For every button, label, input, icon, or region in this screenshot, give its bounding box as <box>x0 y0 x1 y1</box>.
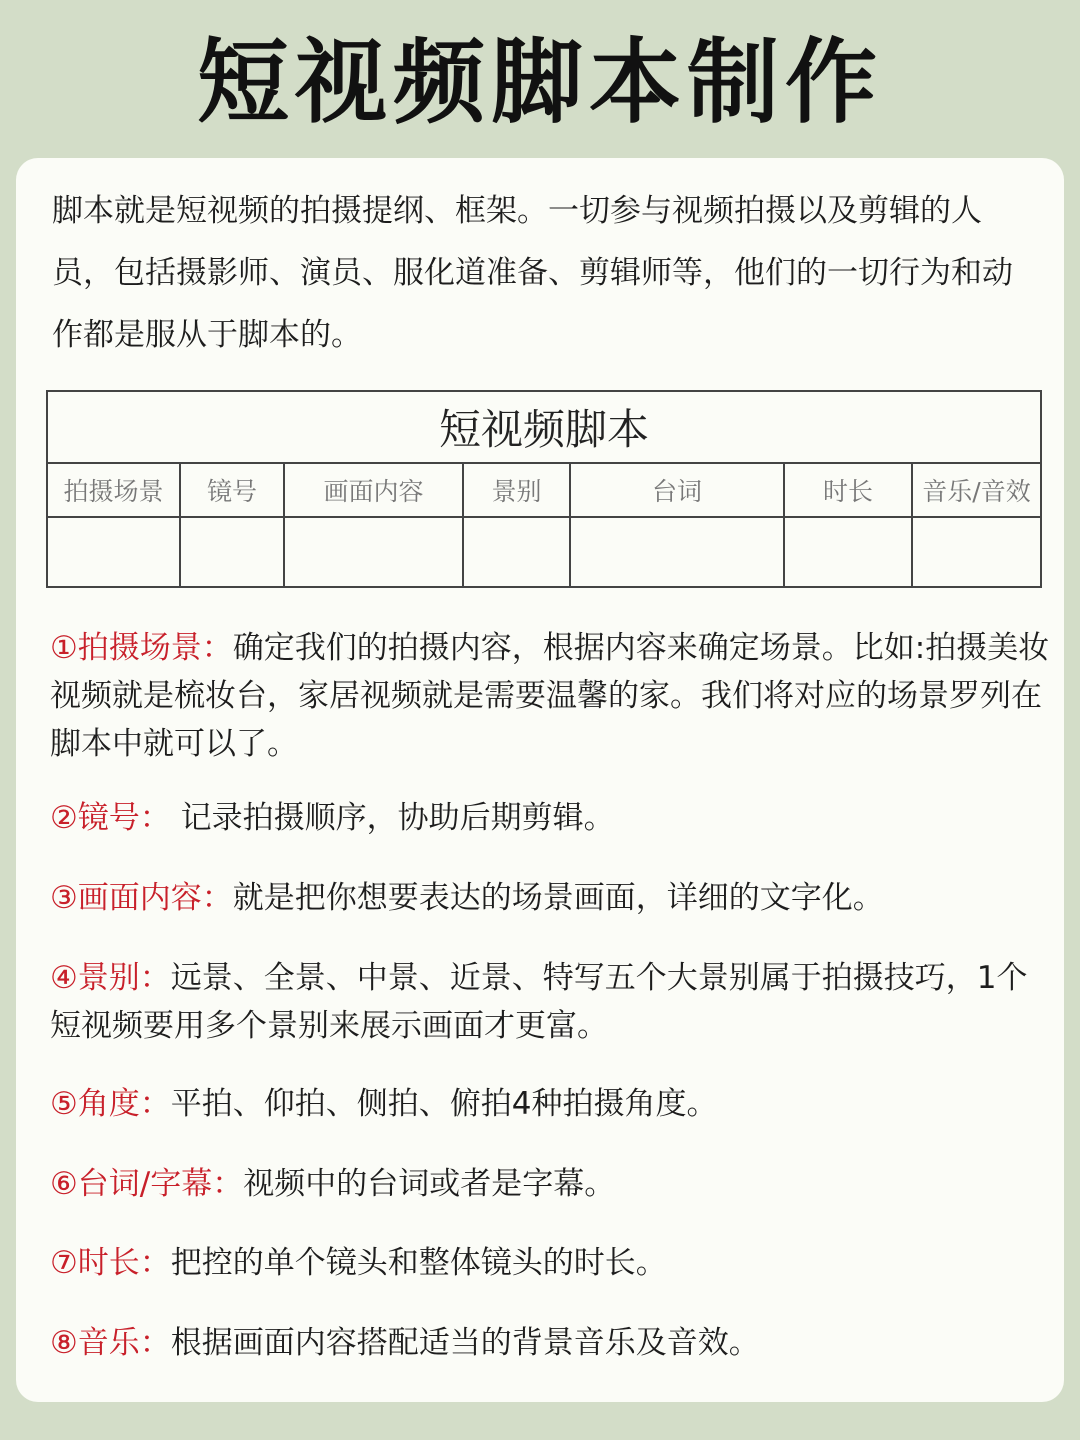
list-item-frame-content <box>50 874 1050 922</box>
header-music: 音乐/音效 <box>912 463 1041 517</box>
item-label: ⑦时长： <box>50 1245 171 1281</box>
item-text: 平拍、仰拍、侧拍、俯拍4种拍摄角度。 <box>170 1086 718 1122</box>
intro-paragraph: 脚本就是短视频的拍摄提纲、框架。一切参与视频拍摄以及剪辑的人员，包括摄影师、演员、服化道准备、剪辑师等，他们的一切行为和动作都是服从于脚本的。 <box>52 193 1013 353</box>
table-cell <box>784 517 912 587</box>
header-scene: 拍摄场景 <box>47 463 180 517</box>
header-frame-content: 画面内容 <box>284 463 463 517</box>
item-label: ④景别： <box>50 960 171 996</box>
header-lines: 台词 <box>570 463 784 517</box>
item-text: 记录拍摄顺序，协助后期剪辑。 <box>170 800 615 836</box>
page-title: 短视频脚本制作 <box>196 29 883 136</box>
item-label: ⑥台词/字幕： <box>50 1166 244 1202</box>
table-cell <box>912 517 1041 587</box>
item-text: 就是把你想要表达的场景画面，详细的文字化。 <box>232 880 884 916</box>
list-item-shot-number <box>50 794 1050 842</box>
script-table <box>46 390 1042 588</box>
item-text: 视频中的台词或者是字幕。 <box>243 1166 616 1202</box>
table-cell <box>463 517 570 587</box>
header-shot-scale: 景别 <box>463 463 570 517</box>
table-cell <box>570 517 784 587</box>
list-item-duration <box>50 1239 1050 1287</box>
content-card <box>16 158 1064 1402</box>
table-cell <box>180 517 284 587</box>
item-label: ③画面内容： <box>50 880 233 916</box>
list-item-scene <box>50 624 1050 768</box>
table-cell <box>47 517 180 587</box>
list-item-music <box>50 1319 1050 1367</box>
list-item-shot-scale <box>50 954 1050 1050</box>
item-label: ②镜号： <box>50 800 171 836</box>
list-item-angle <box>50 1080 1050 1128</box>
item-text: 远景、全景、中景、近景、特写五个大景别属于拍摄技巧，1个短视频要用多个景别来展示画面才更富。 <box>50 960 1028 1044</box>
item-label: ⑤角度： <box>50 1086 171 1122</box>
table-header-row <box>47 463 1041 517</box>
item-text: 根据画面内容搭配适当的背景音乐及音效。 <box>170 1325 760 1361</box>
item-label: ①拍摄场景： <box>50 630 233 666</box>
item-text: 把控的单个镜头和整体镜头的时长。 <box>170 1245 667 1281</box>
list-item-lines <box>50 1160 1050 1208</box>
header-duration: 时长 <box>784 463 912 517</box>
table-title: 短视频脚本 <box>47 391 1041 463</box>
table-empty-row <box>47 517 1041 587</box>
item-text: 确定我们的拍摄内容，根据内容来确定场景。比如:拍摄美妆视频就是梳妆台，家居视频就是需要温馨的家。我们将对应的场景罗列在脚本中就可以了。 <box>50 630 1050 762</box>
item-label: ⑧音乐： <box>50 1325 171 1361</box>
table-cell <box>284 517 463 587</box>
header-shot-number: 镜号 <box>180 463 284 517</box>
